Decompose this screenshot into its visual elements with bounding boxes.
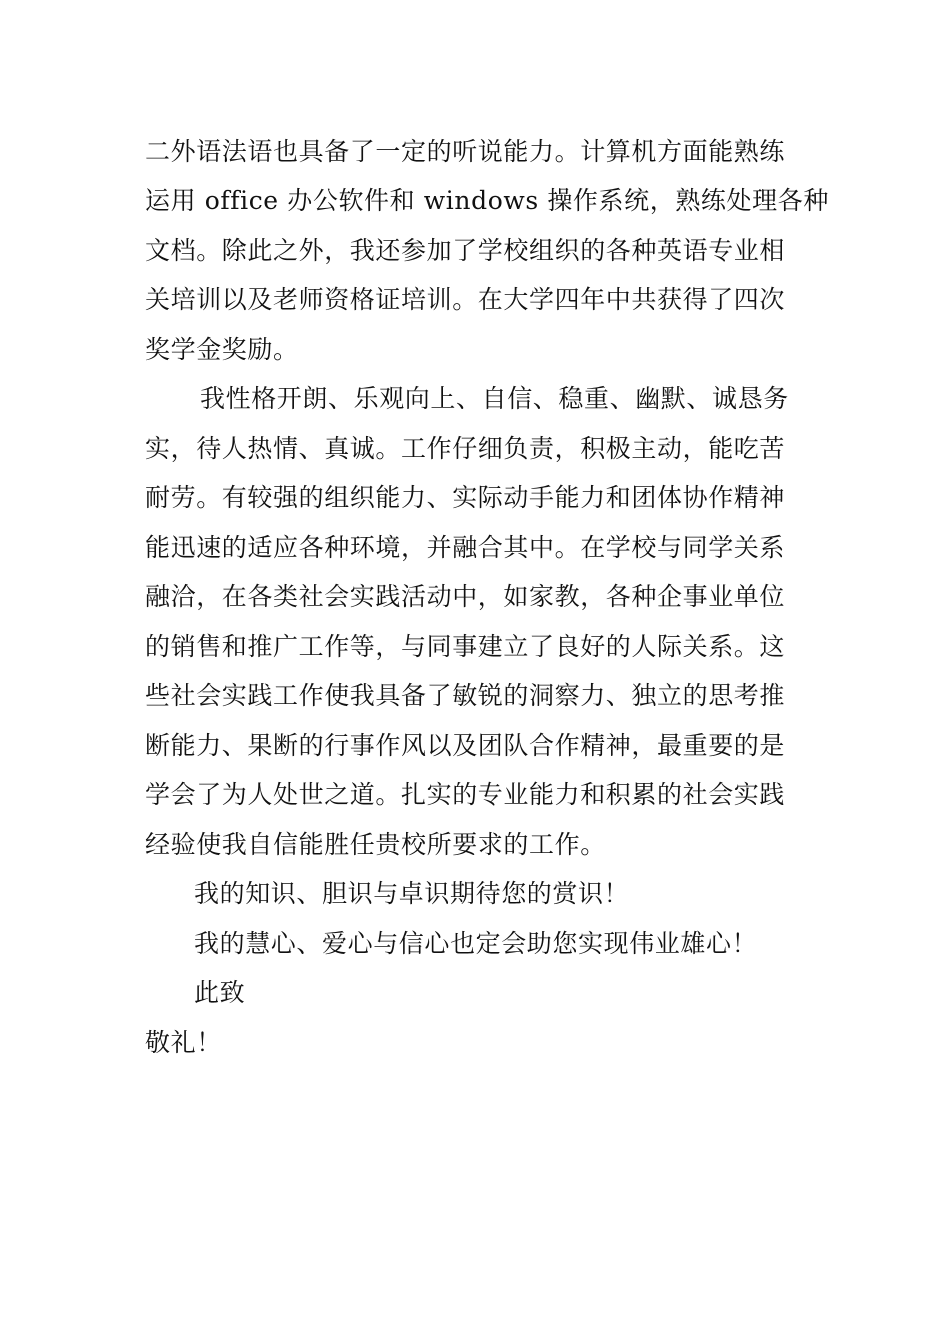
- paragraph2-line-9: 学会了为人处世之道。扎实的专业能力和积累的社会实践: [145, 780, 786, 809]
- paragraph2-line-10: 经验使我自信能胜任贵校所要求的工作。: [145, 830, 606, 859]
- paragraph2-line-7: 些社会实践工作使我具备了敏锐的洞察力、独立的思考推: [145, 681, 786, 710]
- paragraph1-line-3: 文档。除此之外，我还参加了学校组织的各种英语专业相: [145, 236, 786, 265]
- closing-line-1: 我的知识、胆识与卓识期待您的赏识！: [194, 879, 630, 908]
- paragraph1-line-2: 运用 office 办公软件和 windows 操作系统，熟练处理各种: [145, 186, 829, 215]
- closing-line-2: 我的慧心、爱心与信心也定会助您实现伟业雄心！: [194, 929, 758, 958]
- paragraph2-line-3: 耐劳。有较强的组织能力、实际动手能力和团体协作精神: [145, 483, 786, 512]
- paragraph1-line-4: 关培训以及老师资格证培训。在大学四年中共获得了四次: [145, 285, 786, 314]
- paragraph1-line-1: 二外语法语也具备了一定的听说能力。计算机方面能熟练: [145, 137, 786, 166]
- paragraph2-line-4: 能迅速的适应各种环境，并融合其中。在学校与同学关系: [145, 533, 786, 562]
- paragraph2-line-1: 我性格开朗、乐观向上、自信、稳重、幽默、诚恳务: [200, 384, 789, 413]
- regards: 敬礼！: [145, 1028, 222, 1057]
- salutation: 此致: [194, 978, 246, 1007]
- paragraph1-line-5: 奖学金奖励。: [145, 335, 299, 364]
- paragraph2-line-6: 的销售和推广工作等，与同事建立了良好的人际关系。这: [145, 632, 786, 661]
- paragraph2-line-8: 断能力、果断的行事作风以及团队合作精神，最重要的是: [145, 731, 786, 760]
- paragraph2-line-5: 融洽，在各类社会实践活动中，如家教，各种企事业单位: [145, 582, 786, 611]
- paragraph2-line-2: 实，待人热情、真诚。工作仔细负责，积极主动，能吃苦: [145, 434, 786, 463]
